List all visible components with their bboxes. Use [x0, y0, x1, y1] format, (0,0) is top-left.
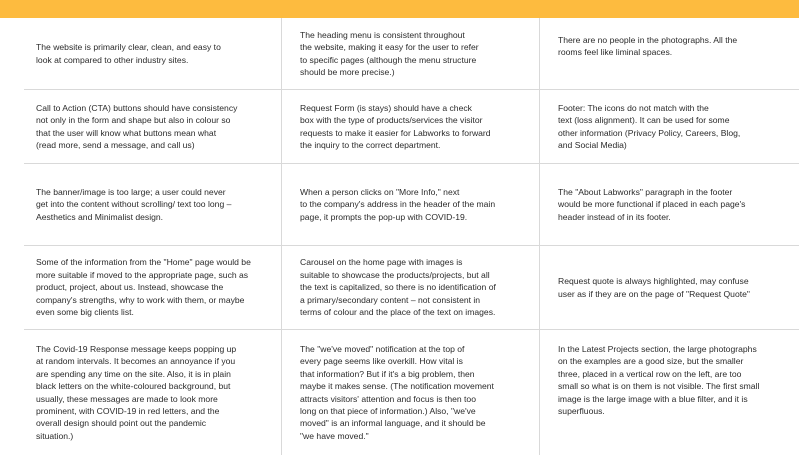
- cell-text: Carousel on the home page with images is suitable to showcase the products/projects, but all the text is capitalized, so there is no identification of a primary/secondary content – not consistent in terms of colour and the place of the text on images.: [300, 257, 496, 318]
- cell-text: Request Form (is stays) should have a check box with the type of products/services the visitor requests to make it easier for Labworks to forward the inquiry to the correct department.: [300, 102, 491, 150]
- table-cell: [282, 18, 540, 90]
- header-bar: [0, 0, 799, 18]
- table-cell: [24, 330, 282, 455]
- table-cell: [24, 90, 282, 164]
- table-cell: [282, 90, 540, 164]
- cell-text: There are no people in the photographs. All the rooms feel like liminal spaces.: [558, 35, 738, 58]
- table-cell: [540, 246, 799, 330]
- table-cell: [24, 164, 282, 246]
- cell-text: The "we've moved" notification at the top of every page seems like overkill. How vital is that information? But if it's a big problem, then maybe it makes sense. (The notification movement attracts visitors' attention and focus is then too long on that piece of information.) Also, "we've moved" is an informal language, and it should be "we have moved.": [300, 343, 494, 441]
- table-cell: [282, 330, 540, 455]
- cell-text: Some of the information from the "Home" page would be more suitable if moved to the appropriate page, such as product, project, about us. Instead, showcase the company's strengths, why to work with them, or maybe even some big clients list.: [36, 257, 251, 318]
- cell-text: The banner/image is too large; a user could never get into the content without scrolling/ text too long – Aesthetics and Minimalist design.: [36, 186, 232, 222]
- cell-text: When a person clicks on "More Info," next to the company's address in the header of the main page, it prompts the pop-up with COVID-19.: [300, 186, 496, 222]
- cell-text: The Covid-19 Response message keeps popping up at random intervals. It becomes an annoyance if you are spending any time on the site. Also, it is in plain black letters on the white-coloured background, but usually, these messages are made to look more prominent, with COVID-19 in red letters, and the overall design should point out the pandemic situation.): [36, 343, 237, 441]
- cell-text: In the Latest Projects section, the large photographs on the examples are a good size, but the smaller three, placed in a vertical row on the left, are too small so what is on them is not visible. The first small image is the large image with a blue filter, and it is superfluous.: [558, 344, 760, 417]
- cell-text: The website is primarily clear, clean, and easy to look at compared to other industry sites.: [36, 42, 221, 65]
- cell-text: Footer: The icons do not match with the text (loss alignment). It can be used for some other information (Privacy Policy, Careers, Blog, and Social Media): [558, 102, 741, 150]
- table-cell: [282, 246, 540, 330]
- table-cell: [282, 164, 540, 246]
- evaluation-table: [24, 18, 799, 455]
- cell-text: Call to Action (CTA) buttons should have consistency not only in the form and shape but also in colour so that the user will know what buttons mean what (read more, send a message, and call us): [36, 102, 238, 150]
- table-cell: [24, 246, 282, 330]
- table-cell: [24, 18, 282, 90]
- table-cell: [540, 18, 799, 90]
- table-cell: [540, 330, 799, 455]
- table-cell: [540, 164, 799, 246]
- table-cell: [540, 90, 799, 164]
- cell-text: Request quote is always highlighted, may confuse user as if they are on the page of "Request Quote": [558, 276, 750, 299]
- cell-text: The heading menu is consistent throughout the website, making it easy for the user to refer to specific pages (although the menu structure should be more precise.): [300, 29, 479, 77]
- cell-text: The "About Labworks" paragraph in the footer would be more functional if placed in each page's header instead of in its footer.: [558, 186, 746, 222]
